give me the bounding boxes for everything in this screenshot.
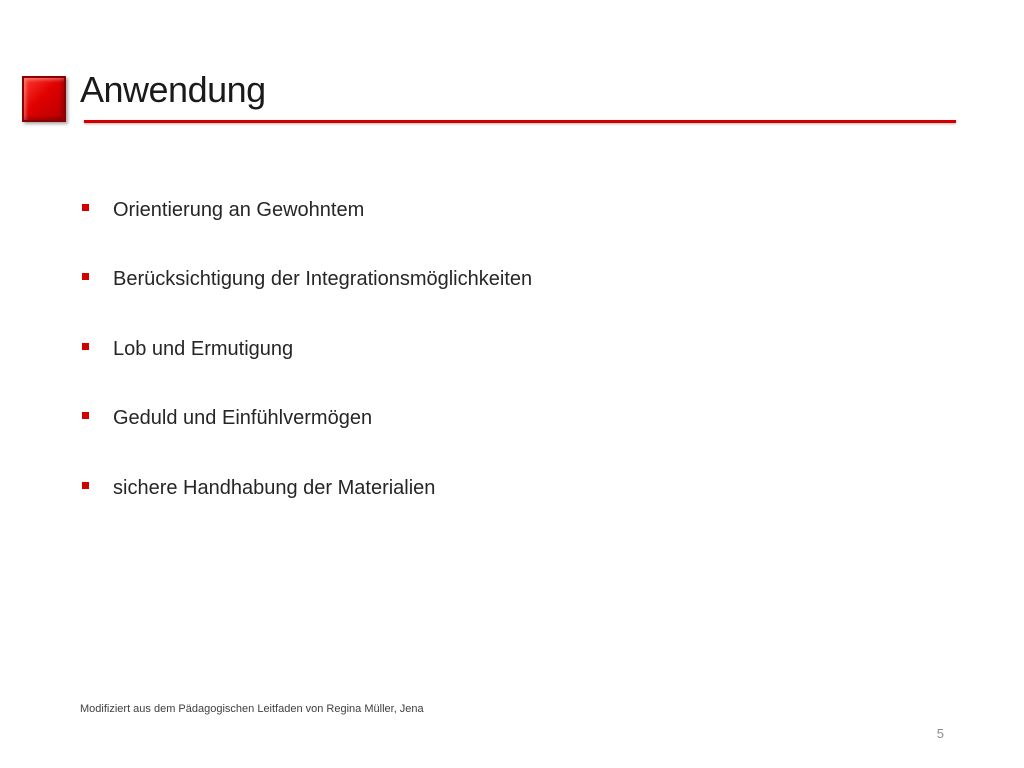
square-bullet-icon [82,412,89,419]
bullet-text: Berücksichtigung der Integrationsmöglichkeiten [113,268,533,290]
title-underline [84,120,956,123]
square-bullet-icon [82,273,89,280]
slide-title: Anwendung [80,69,266,110]
bullet-item [82,401,532,437]
title-square-icon [22,76,66,122]
slide-number: 5 [936,726,944,741]
bullet-item [82,470,532,506]
footer-source-note: Modifiziert aus dem Pädagogischen Leitfaden von Regina Müller, Jena [80,703,424,715]
bullet-item [82,262,532,298]
bullet-text: Lob und Ermutigung [113,337,294,360]
bullet-text: Orientierung an Gewohntem [113,198,365,221]
square-bullet-icon [82,343,89,350]
bullet-item [82,331,532,367]
bullet-text: Geduld und Einfühlvermögen [113,407,373,429]
square-bullet-icon [82,482,89,489]
square-bullet-icon [82,204,89,211]
bullet-text: sichere Handhabung der Materialien [113,476,436,499]
bullet-list [82,192,532,540]
bullet-item [82,192,532,228]
